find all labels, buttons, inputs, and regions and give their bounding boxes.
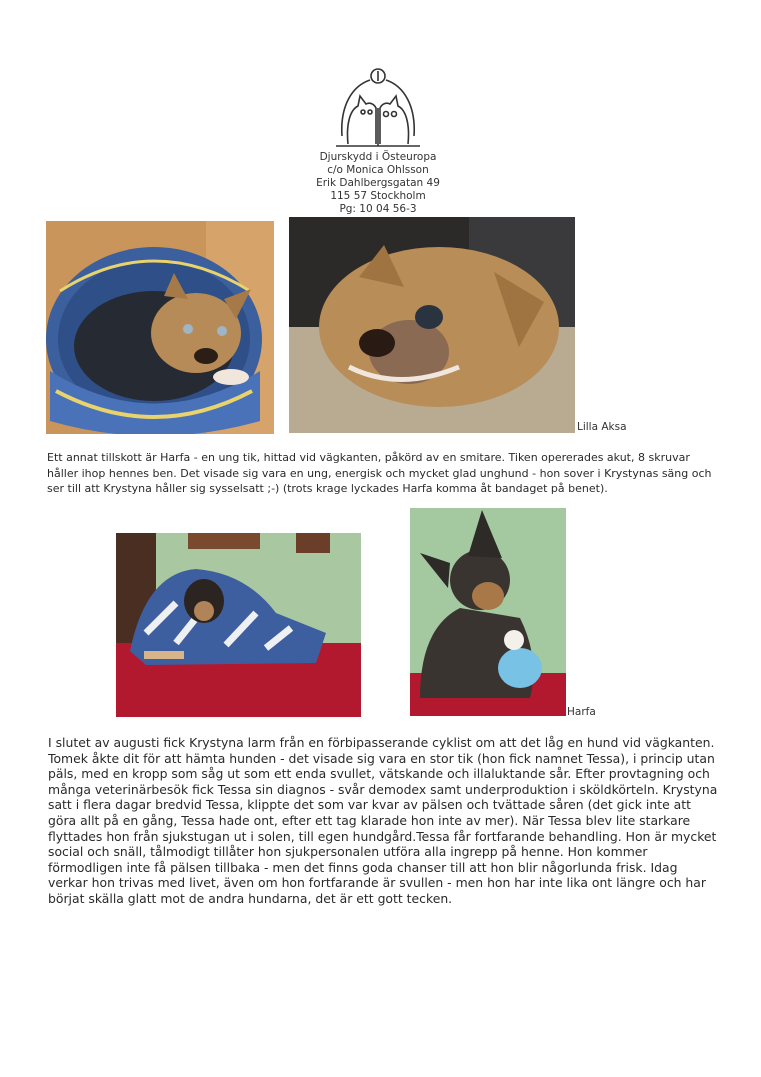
org-co: c/o Monica Ohlsson <box>327 164 429 176</box>
org-street: Erik Dahlbergsgatan 49 <box>316 177 440 189</box>
photo-harfa-toy <box>410 508 566 716</box>
caption-aksa: Lilla Aksa <box>577 421 627 433</box>
photo-harfa-blanket <box>116 533 361 717</box>
paragraph-tessa: I slutet av augusti fick Krystyna larm från en förbipasserande cyklist om att det låg en hund vid vägkanten. Tomek åkte dit för att hämta hunden - det visade sig vara en stor tik (hon fick namnet Tessa), i princip utan päls, med en kropp som såg ut som ett enda svullet, vätskande och illaluktande sår. Efter provtagning och många veterinärbesök fick Tessa sin diagnos - svår demodex samt underproduktion i sköldkörteln. Krystyna satt i flera dagar bredvid Tessa, klippte det som var kvar av pälsen och tvättade såren (det gick inte att göra allt på en gång, Tessa hade ont, efter ett tag klarade hon inte av mer). När Tessa blev lite starkare flyttades hon från sjukstugan ut i solen, till egen hundgård.Tessa får fortfarande behandling. Hon är mycket social och snäll, tålmodigt tillåter hon sjukpersonalen utföra alla ingrepp på henne. Hon kommer förmodligen inte få pälsen tillbaka - men det finns goda chanser till att hon blir någorlunda frisk. Idag verkar hon trivas med livet, även om hon fortfarande är svullen - men hon har inte lika ont längre och har börjat skälla glatt mot de andra hundarna, det är ett gott tecken. <box>48 735 718 906</box>
photo-aksa-closeup <box>289 217 575 433</box>
org-giro: Pg: 10 04 56-3 <box>339 203 417 215</box>
photo-aksa-basket <box>46 221 274 434</box>
org-postal: 115 57 Stockholm <box>330 190 426 202</box>
caption-harfa: Harfa <box>567 706 596 718</box>
cat-dog-logo-icon <box>330 66 426 152</box>
organization-address <box>280 151 476 216</box>
org-name: Djurskydd i Östeuropa <box>319 151 437 163</box>
organization-logo <box>330 66 426 152</box>
paragraph-harfa: Ett annat tillskott är Harfa - en ung tik, hittad vid vägkanten, påkörd av en smitare. Tiken opererades akut, 8 skruvar håller ihop hennes ben. Det visade sig vara en ung, energisk och mycket glad unghund - hon sover i Krystynas säng och ser till att Krystyna håller sig sysselsatt ;-) (trots krage lyckades Harfa komma åt bandaget på benet). <box>47 451 712 495</box>
